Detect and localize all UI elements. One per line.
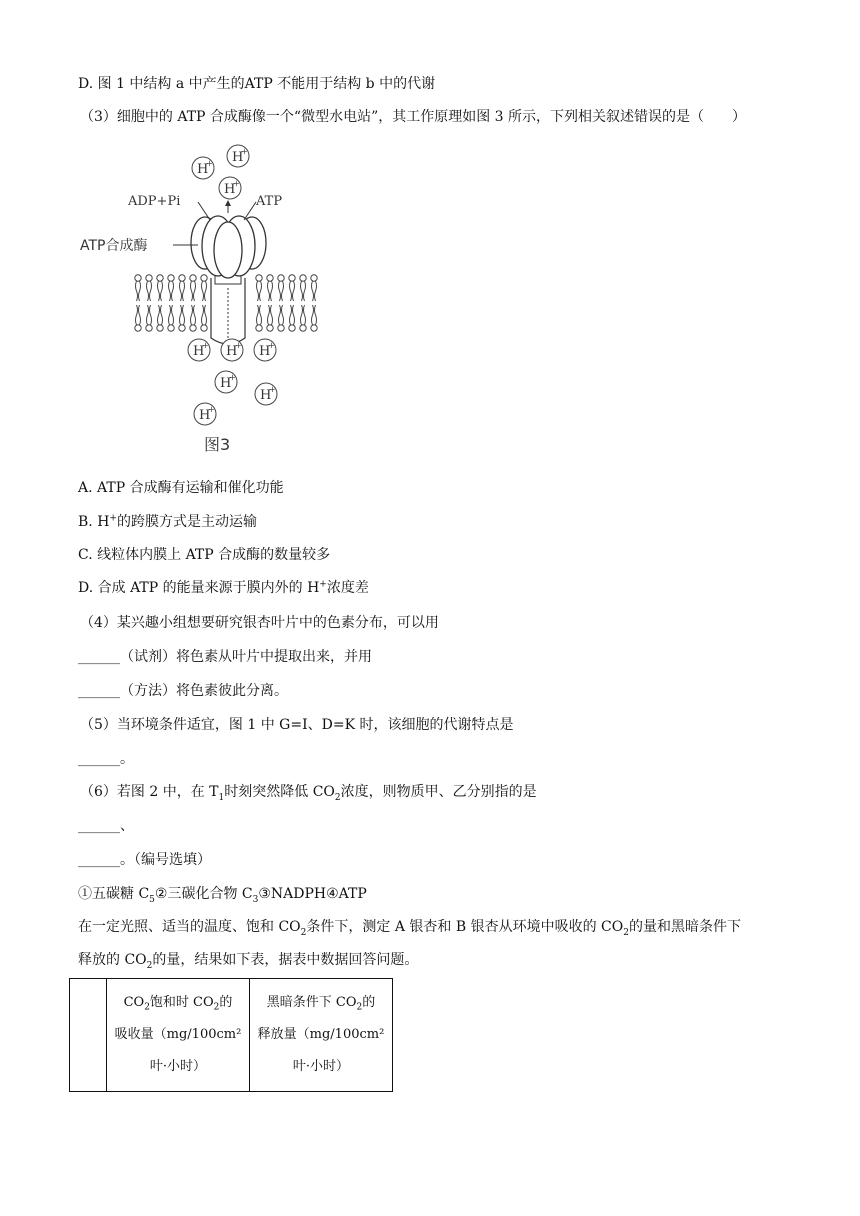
paragraph-line-2: 释放的 $CO_2$的量，结果如下表，据表中数据回答问题。 xyxy=(78,952,419,971)
question-4-blank-1: ______（试剂）将色素从叶片中提取出来，并用 xyxy=(78,649,372,665)
proton-ion xyxy=(192,157,214,179)
table-row xyxy=(70,979,393,1092)
svg-text:H: H xyxy=(224,182,236,197)
svg-text:H: H xyxy=(193,344,205,359)
figure-3 xyxy=(78,138,323,458)
svg-text:H: H xyxy=(199,408,211,423)
question-4: （4）某兴趣小组想要研究银杏叶片中的色素分布，可以用 xyxy=(80,615,439,631)
proton-ion xyxy=(255,383,277,405)
svg-text:H: H xyxy=(220,376,232,391)
proton-ion xyxy=(221,339,243,361)
svg-text:+: + xyxy=(206,159,213,168)
enzyme-stalk xyxy=(211,278,245,344)
svg-text:H: H xyxy=(226,344,238,359)
svg-text:H: H xyxy=(197,162,209,177)
atp-label: ATP xyxy=(256,194,283,209)
question-6: （6）若图 2 中，在 $T_1$时刻突然降低 $CO_2$浓度，则物质甲、乙分别指的是 xyxy=(80,784,537,803)
svg-text:+: + xyxy=(235,341,242,350)
svg-text:+: + xyxy=(241,147,248,156)
question-4-blank-2: ______（方法）将色素彼此分离。 xyxy=(78,683,288,699)
option-c: C. 线粒体内膜上 ATP 合成酶的数量较多 xyxy=(78,547,331,563)
adp-label: ADP+Pi xyxy=(128,194,181,209)
proton-ion xyxy=(219,177,241,199)
enzyme-head xyxy=(191,216,266,278)
proton-ion xyxy=(254,339,276,361)
option-b: B. H+的跨膜方式是主动运输 xyxy=(78,513,257,530)
question-6-blank-1: ______、 xyxy=(78,818,134,834)
question-5: （5）当环境条件适宜，图 1 中 G=I、D=K 时，该细胞的代谢特点是 xyxy=(80,717,514,733)
answer-choices: ①五碳糖 $C_5②$三碳化合物 $C_3③NADPH④ATP$ xyxy=(78,886,367,905)
svg-text:+: + xyxy=(202,341,209,350)
option-a: A. ATP 合成酶有运输和催化功能 xyxy=(78,480,284,496)
svg-text:+: + xyxy=(208,405,215,414)
proton-ion xyxy=(227,145,249,167)
svg-text:H: H xyxy=(232,150,244,165)
option-d: D. 合成 ATP 的能量来源于膜内外的 H+浓度差 xyxy=(78,579,369,596)
option-d-previous: D. 图 1 中结构 a 中产生的ATP 不能用于结构 b 中的代谢 xyxy=(78,76,436,92)
svg-text:+: + xyxy=(269,385,276,394)
atp-synthase-diagram xyxy=(78,138,323,458)
question-5-blank: ______。 xyxy=(78,751,134,767)
question-3: （3）细胞中的 ATP 合成酶像一个“微型水电站”，其工作原理如图 3 所示，下列相关叙述错误的是（ ） xyxy=(80,109,747,125)
svg-text:+: + xyxy=(233,179,240,188)
table-cell-empty xyxy=(70,979,107,1092)
svg-text:+: + xyxy=(268,341,275,350)
paragraph-line-1: 在一定光照、适当的温度、饱和 $CO_2$条件下，测定 A 银杏和 B 银杏从环境中吸收的 $CO_2$的量和黑暗条件下 xyxy=(78,919,741,938)
svg-text:H: H xyxy=(259,344,271,359)
table-header-release: 黑暗条件下 $CO_2$的 释放量（mg/100cm² 叶·小时） xyxy=(250,979,393,1092)
proton-ion xyxy=(194,403,216,425)
svg-text:+: + xyxy=(229,373,236,382)
figure-caption: 图3 xyxy=(204,435,231,454)
proton-ion xyxy=(188,339,210,361)
question-6-blank-2: ______。（编号选填） xyxy=(78,852,211,868)
proton-ion xyxy=(215,371,237,393)
data-table xyxy=(69,978,393,1092)
enzyme-label: ATP合成酶 xyxy=(80,238,148,254)
svg-text:H: H xyxy=(260,388,272,403)
table-header-absorption: $CO_2$饱和时 $CO_2$的 吸收量（mg/100cm² 叶·小时） xyxy=(107,979,250,1092)
